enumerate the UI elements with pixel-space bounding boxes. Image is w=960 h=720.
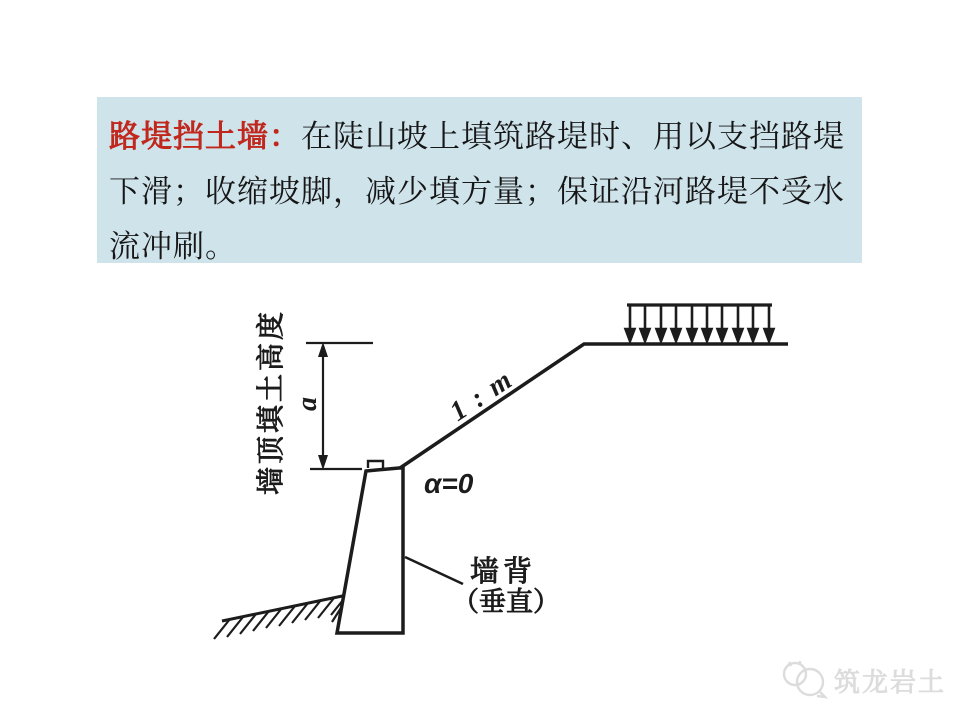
wall-body (337, 468, 403, 633)
definition-line-1-text: 在陡山坡上填筑路堤时、用以支挡路堤 (301, 119, 845, 154)
definition-line-3: 流冲刷。 (109, 229, 237, 264)
zhulong-logo-icon (779, 657, 829, 703)
dimension-arrow-up (318, 342, 328, 357)
distributed-load-arrows (626, 305, 774, 341)
watermark-text: 筑龙岩土 (834, 666, 947, 697)
watermark (779, 656, 946, 704)
ground-hatching (214, 594, 352, 639)
definition-term: 路堤挡土墙： (109, 119, 301, 154)
definition-line-2: 下滑；收缩坡脚，减少填方量；保证沿河路堤不受水 (109, 174, 845, 209)
wall-top-notch (368, 461, 383, 468)
label-wall-back-note: （垂直） (452, 587, 560, 617)
retaining-wall (337, 461, 403, 633)
label-fill-height: 墙顶填土高度 (255, 308, 286, 496)
dimension-arrow-down (318, 455, 328, 470)
label-wall-back: 墙背 (469, 556, 537, 588)
label-slope-ratio: 1 : m (444, 363, 520, 428)
wall-back-callout (405, 555, 560, 617)
label-alpha-zero: α=0 (424, 468, 474, 499)
label-dimension-a: a (292, 397, 323, 411)
